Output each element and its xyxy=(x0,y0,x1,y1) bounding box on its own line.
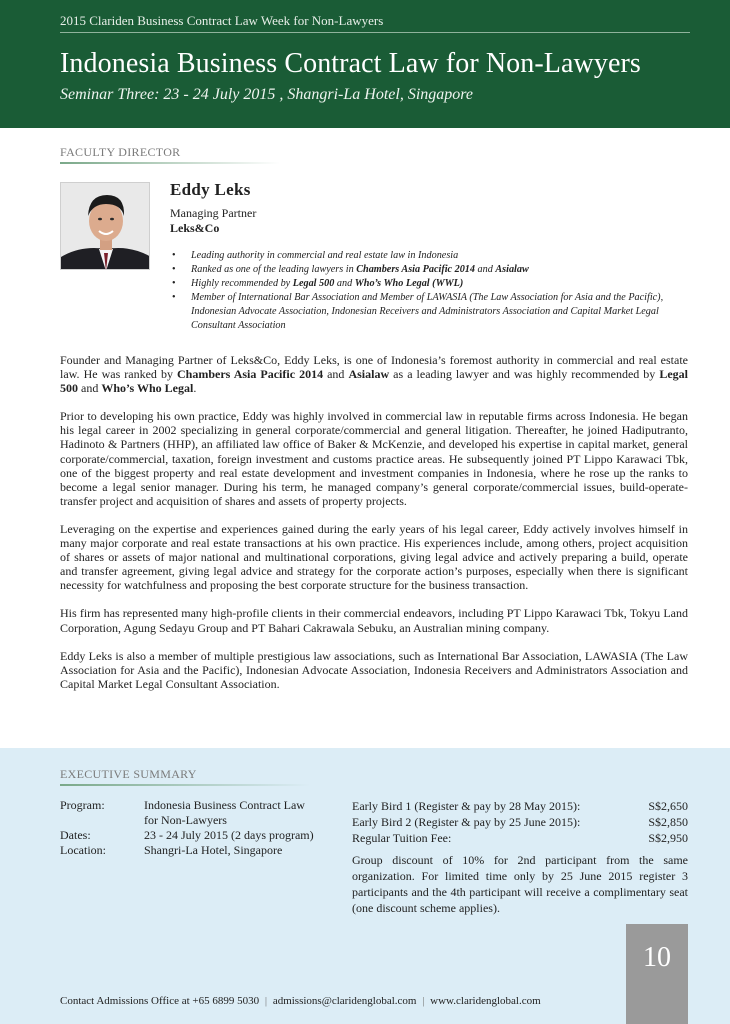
faculty-bio xyxy=(60,353,688,705)
bio-paragraph: Prior to developing his own practice, Eddy was highly involved in commercial law in reputable firms across Indonesia. He began his legal career in 2002 specializing in general corporate/commercial and general litigation. Thereafter, he joined Hadiputranto, Hadinoto & Partners (HHP), an affiliated law office of Baker & McKenzie, and developed his expertise in capital market, general corporate/commercial, taxation, foreign investment and customs practice areas. He subsequently joined PT Lippo Karawaci Tbk, one of the biggest property and real estate development and investment companies in Indonesia, where he rose up the ranks to become a legal senior manager. During his term, he managed company’s general corporate/commercial issues, build-operate-transfer project and acquisition of shares and assets of property projects. xyxy=(60,409,688,508)
faculty-firm: Leks&Co xyxy=(170,221,220,235)
location-value: Shangri-La Hotel, Singapore xyxy=(144,843,283,857)
fee-label: Regular Tuition Fee: xyxy=(352,831,452,845)
footer-separator: | xyxy=(422,995,425,1007)
program-value: Indonesia Business Contract Law for Non-Lawyers xyxy=(144,798,305,827)
seminar-subtitle: Seminar Three: 23 - 24 July 2015 , Shangri-La Hotel, Singapore xyxy=(60,86,473,103)
footer-email-link[interactable]: admissions@claridenglobal.com xyxy=(272,995,417,1007)
dates-value: 23 - 24 July 2015 (2 days program) xyxy=(144,828,314,842)
page-title: Indonesia Business Contract Law for Non-Lawyers xyxy=(60,48,641,79)
fee-row xyxy=(352,814,688,830)
summary-section-rule xyxy=(60,784,310,786)
faculty-section-rule xyxy=(60,162,280,164)
header-banner xyxy=(0,0,730,128)
faculty-role: Managing Partner xyxy=(170,206,257,220)
footer-separator: | xyxy=(264,995,268,1007)
series-title: 2015 Clariden Business Contract Law Week for Non-Lawyers xyxy=(60,13,384,28)
footer-phone: Contact Admissions Office at +65 6899 5030 xyxy=(60,995,260,1007)
header-rule xyxy=(60,32,690,33)
faculty-photo xyxy=(60,182,150,270)
faculty-name: Eddy Leks xyxy=(170,180,251,199)
fee-row xyxy=(352,830,688,846)
fee-price: S$2,850 xyxy=(648,815,688,829)
bio-paragraph: His firm has represented many high-profile clients in their commercial endeavors, including PT Lippo Karawaci Tbk, Tokyu Land Corporation, Agung Sedayu Group and PT Bahari Cakrawala Sebuku, an Australian mining company. xyxy=(60,606,688,635)
fee-label: Early Bird 2 (Register & pay by 25 June 2015): xyxy=(352,815,581,829)
list-item: • Ranked as one of the leading lawyers in Chambers Asia Pacific 2014 and Asialaw xyxy=(170,263,688,277)
bio-paragraph: Leveraging on the expertise and experiences gained during the early years of his legal career, Eddy actively involves himself in many major corporate and real estate transactions at his own practice. His experiences include, among others, project acquisition of shares or assets of major national and multinational corporations, giving legal advice and actively preparing a build, operate and transfer agreement, giving legal advice and strategy for the corporate action’s purposes, especially when there is significant necessity for watchfulness and proposing the best corporate structure for the business transaction. xyxy=(60,521,688,593)
faculty-section-label: FACULTY DIRECTOR xyxy=(60,145,181,159)
list-item: • Member of International Bar Association and Member of LAWASIA (The Law Association for Asia and the Pacific), Indonesian Advocate Association, Indonesian Receivers and Administrators Association and Capital Market Legal Consultant Association xyxy=(170,291,688,333)
group-discount-note: Group discount of 10% for 2nd participant from the same organization. For limited time only by 25 June 2015 register 3 participants and the 4th participant will receive a complimentary seat (one discount scheme applies). xyxy=(352,853,688,915)
list-item: • Leading authority in commercial and real estate law in Indonesia xyxy=(170,249,688,263)
footer-contact xyxy=(60,995,541,1007)
bio-paragraph: Eddy Leks is also a member of multiple prestigious law associations, such as International Bar Association, LAWASIA (The Law Association for Asia and the Pacific), Indonesian Advocate Association, Indonesia Receivers and Administrators Association and Capital Market Legal Consultant Association. xyxy=(60,648,688,691)
list-item: • Highly recommended by Legal 500 and Who’s Who Legal (WWL) xyxy=(170,277,688,291)
program-label: Program: xyxy=(60,798,105,812)
bio-paragraph: Founder and Managing Partner of Leks&Co, Eddy Leks, is one of Indonesia’s foremost authority in commercial and real estate law. He was ranked by Chambers Asia Pacific 2014 and Asialaw as a leading lawyer and was highly recommended by Legal 500 and Who’s Who Legal. xyxy=(60,353,689,396)
dates-label: Dates: xyxy=(60,828,91,842)
fee-price: S$2,650 xyxy=(648,799,688,813)
summary-section-label: EXECUTIVE SUMMARY xyxy=(60,767,197,781)
footer-website-link[interactable]: www.claridenglobal.com xyxy=(430,995,541,1007)
page-number: 10 xyxy=(626,924,688,1024)
fee-label: Early Bird 1 (Register & pay by 28 May 2015): xyxy=(352,799,581,813)
fee-price: S$2,950 xyxy=(648,831,688,845)
fee-row xyxy=(352,798,688,814)
location-label: Location: xyxy=(60,843,106,857)
credentials-list xyxy=(170,249,688,333)
program-details xyxy=(60,798,324,858)
fee-table xyxy=(352,798,688,846)
